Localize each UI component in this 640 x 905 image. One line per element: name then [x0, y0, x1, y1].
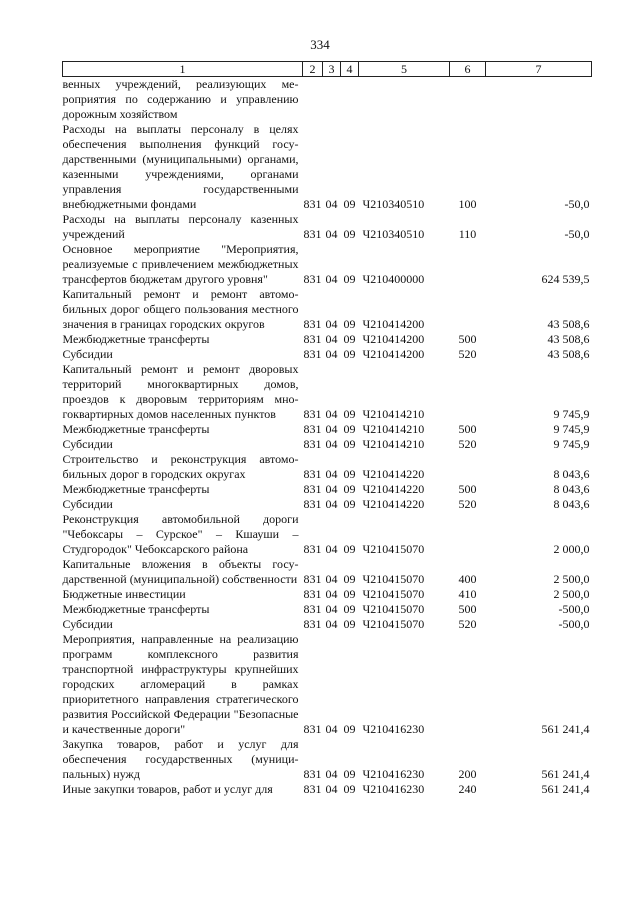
row-expense-type: 520	[458, 617, 477, 631]
row-section: 04	[325, 587, 338, 601]
row-expense-type	[450, 242, 486, 287]
row-description: Капитальные вложения в объекты государственной (муниципальной) собственности	[62, 557, 299, 586]
row-expense-type	[450, 77, 486, 123]
row-amount: -50,0	[564, 227, 590, 241]
row-admin-code: 831	[303, 602, 322, 616]
row-description: Бюджетные инвестиции	[62, 587, 186, 601]
row-expense-type	[450, 362, 486, 422]
row-section: 04	[325, 317, 338, 331]
row-expense-type: 520	[458, 347, 477, 361]
row-admin-code: 831	[303, 572, 322, 586]
row-description: Межбюджетные трансферты	[62, 422, 210, 436]
col-header-7: 7	[486, 62, 592, 77]
page-number: 334	[310, 37, 330, 52]
row-description: Мероприятия, направленные на реализацию программ комплексного развития транспортной инфраструктуры крупнейших городских агломераций в рамках приоритетного направления стратегического развития Российской Федерации "Безопасные и качественные дороги"	[62, 632, 299, 736]
row-admin-code: 831	[303, 782, 322, 796]
row-amount: 2 500,0	[553, 587, 590, 601]
row-amount: -50,0	[564, 197, 590, 211]
row-subsection: 09	[343, 767, 356, 781]
row-description: Строительство и реконструкция автомобильных дорог в городских округах	[62, 452, 299, 481]
row-description: Субсидии	[62, 497, 113, 511]
row-target-article: Ч210415070	[362, 572, 425, 586]
row-amount: 9 745,9	[553, 407, 590, 421]
row-expense-type: 200	[458, 767, 477, 781]
row-target-article	[359, 77, 450, 123]
row-admin-code: 831	[303, 227, 322, 241]
row-description: Субсидии	[62, 437, 113, 451]
row-amount: -500,0	[558, 617, 590, 631]
row-description: Межбюджетные трансферты	[62, 482, 210, 496]
row-description: Расходы на выплаты персоналу казенных учреждений	[62, 212, 299, 241]
table-row	[63, 347, 592, 362]
table-row	[63, 122, 592, 212]
row-target-article: Ч210415070	[362, 542, 425, 556]
row-amount: 9 745,9	[553, 437, 590, 451]
row-target-article: Ч210414220	[362, 497, 425, 511]
row-expense-type: 400	[458, 572, 477, 586]
row-admin-code: 831	[303, 437, 322, 451]
row-amount: 43 508,6	[547, 332, 590, 346]
row-section: 04	[325, 332, 338, 346]
row-admin-code: 831	[303, 587, 322, 601]
row-target-article: Ч210416230	[362, 767, 425, 781]
row-target-article: Ч210414210	[362, 407, 425, 421]
row-target-article: Ч210340510	[362, 227, 425, 241]
row-section: 04	[325, 722, 338, 736]
row-target-article: Ч210400000	[362, 272, 425, 286]
row-subsection: 09	[343, 422, 356, 436]
row-amount: 8 043,6	[553, 482, 590, 496]
row-section: 04	[325, 782, 338, 796]
row-admin-code: 831	[303, 542, 322, 556]
col-header-6: 6	[450, 62, 486, 77]
table-row	[63, 512, 592, 557]
row-target-article: Ч210340510	[362, 197, 425, 211]
row-amount	[486, 77, 592, 123]
row-expense-type: 110	[458, 227, 477, 241]
row-subsection	[341, 77, 359, 123]
row-description: Иные закупки товаров, работ и услуг для	[62, 782, 273, 796]
row-section: 04	[325, 227, 338, 241]
table-row	[63, 77, 592, 123]
row-amount: 561 241,4	[541, 782, 590, 796]
row-target-article: Ч210414200	[362, 347, 425, 361]
row-amount: 2 000,0	[553, 542, 590, 556]
row-subsection: 09	[343, 722, 356, 736]
table-row	[63, 362, 592, 422]
row-section: 04	[325, 407, 338, 421]
row-subsection: 09	[343, 542, 356, 556]
table-row	[63, 422, 592, 437]
row-section: 04	[325, 572, 338, 586]
row-description: Межбюджетные трансферты	[62, 602, 210, 616]
row-section: 04	[325, 767, 338, 781]
row-admin-code: 831	[303, 272, 322, 286]
row-target-article: Ч210415070	[362, 617, 425, 631]
budget-table	[62, 61, 592, 797]
row-section: 04	[325, 617, 338, 631]
row-amount: 561 241,4	[541, 767, 590, 781]
table-row	[63, 497, 592, 512]
table-row	[63, 242, 592, 287]
col-header-5: 5	[359, 62, 450, 77]
row-section: 04	[325, 467, 338, 481]
row-amount: 8 043,6	[553, 497, 590, 511]
row-section: 04	[325, 602, 338, 616]
row-amount: 9 745,9	[553, 422, 590, 436]
row-subsection: 09	[343, 227, 356, 241]
row-target-article: Ч210416230	[362, 782, 425, 796]
row-expense-type: 520	[458, 497, 477, 511]
row-amount: 8 043,6	[553, 467, 590, 481]
row-admin-code: 831	[303, 407, 322, 421]
row-target-article: Ч210414210	[362, 437, 425, 451]
row-admin-code: 831	[303, 332, 322, 346]
row-target-article: Ч210414200	[362, 317, 425, 331]
row-section: 04	[325, 197, 338, 211]
table-row	[63, 482, 592, 497]
row-description: Межбюджетные трансферты	[62, 332, 210, 346]
row-subsection: 09	[343, 272, 356, 286]
table-row	[63, 332, 592, 347]
row-description: венных учреждений, реализующих мероприятия по содержанию и управлению дорожным хозяйством	[62, 77, 299, 121]
row-section: 04	[325, 437, 338, 451]
row-admin-code: 831	[303, 317, 322, 331]
table-row	[63, 587, 592, 602]
row-admin-code: 831	[303, 497, 322, 511]
row-expense-type: 100	[458, 197, 477, 211]
table-row	[63, 602, 592, 617]
row-admin-code: 831	[303, 347, 322, 361]
table-row	[63, 782, 592, 797]
row-admin-code: 831	[303, 767, 322, 781]
row-target-article: Ч210415070	[362, 602, 425, 616]
row-expense-type	[450, 287, 486, 332]
row-amount: 561 241,4	[541, 722, 590, 736]
col-header-3: 3	[323, 62, 341, 77]
row-section: 04	[325, 497, 338, 511]
row-amount: -500,0	[558, 602, 590, 616]
row-admin-code: 831	[303, 482, 322, 496]
row-subsection: 09	[343, 347, 356, 361]
row-amount: 43 508,6	[547, 317, 590, 331]
col-header-1: 1	[63, 62, 303, 77]
row-description: Закупка товаров, работ и услуг для обеспечения государственных (муниципальных) нужд	[62, 737, 299, 781]
row-description: Капитальный ремонт и ремонт дворовых территорий многоквартирных домов, проездов к дворовым территориям многоквартирных домов населенных пунктов	[62, 362, 299, 421]
row-section: 04	[325, 347, 338, 361]
row-expense-type: 500	[458, 482, 477, 496]
row-description: Реконструкция автомобильной дороги "Чебоксары – Сурское" – Кшауши – Студгородок" Чебоксарского района	[62, 512, 299, 556]
table-row	[63, 287, 592, 332]
row-expense-type: 500	[458, 602, 477, 616]
table-row	[63, 212, 592, 242]
row-admin-code: 831	[303, 722, 322, 736]
table-row	[63, 557, 592, 587]
row-subsection: 09	[343, 572, 356, 586]
row-expense-type	[450, 512, 486, 557]
row-target-article: Ч210414200	[362, 332, 425, 346]
row-description: Основное мероприятие "Мероприятия, реализуемые с привлечением межбюджетных трансфертов бюджетам другого уровня"	[62, 242, 299, 286]
col-header-2: 2	[303, 62, 323, 77]
row-section	[323, 77, 341, 123]
row-section: 04	[325, 482, 338, 496]
row-subsection: 09	[343, 332, 356, 346]
row-description: Капитальный ремонт и ремонт автомобильных дорог общего пользования местного значения в границах городских округов	[62, 287, 299, 331]
row-admin-code: 831	[303, 617, 322, 631]
row-subsection: 09	[343, 197, 356, 211]
table-row	[63, 737, 592, 782]
row-subsection: 09	[343, 782, 356, 796]
table-row	[63, 632, 592, 737]
row-target-article: Ч210414220	[362, 482, 425, 496]
row-admin-code: 831	[303, 467, 322, 481]
row-description: Расходы на выплаты персоналу в целях обеспечения выполнения функций государственными (муниципальными) органами, казенными учреждениями, органами управления государственными внебюджетными фондами	[62, 122, 299, 211]
table-row	[63, 617, 592, 632]
row-subsection: 09	[343, 602, 356, 616]
row-admin-code: 831	[303, 422, 322, 436]
row-subsection: 09	[343, 467, 356, 481]
row-subsection: 09	[343, 497, 356, 511]
row-expense-type	[450, 632, 486, 737]
row-section: 04	[325, 422, 338, 436]
row-admin-code: 831	[303, 197, 322, 211]
row-section: 04	[325, 272, 338, 286]
row-expense-type: 500	[458, 332, 477, 346]
row-description: Субсидии	[62, 347, 113, 361]
table-row	[63, 437, 592, 452]
row-amount: 624 539,5	[541, 272, 590, 286]
header-row	[63, 62, 592, 77]
col-header-4: 4	[341, 62, 359, 77]
table-row	[63, 452, 592, 482]
row-subsection: 09	[343, 407, 356, 421]
row-target-article: Ч210415070	[362, 587, 425, 601]
row-expense-type	[450, 452, 486, 482]
row-target-article: Ч210416230	[362, 722, 425, 736]
row-section: 04	[325, 542, 338, 556]
row-subsection: 09	[343, 617, 356, 631]
row-amount: 2 500,0	[553, 572, 590, 586]
row-subsection: 09	[343, 437, 356, 451]
row-description: Субсидии	[62, 617, 113, 631]
row-expense-type: 520	[458, 437, 477, 451]
row-amount: 43 508,6	[547, 347, 590, 361]
row-admin-code	[303, 77, 323, 123]
row-subsection: 09	[343, 482, 356, 496]
row-expense-type: 500	[458, 422, 477, 436]
row-expense-type: 410	[458, 587, 477, 601]
row-target-article: Ч210414220	[362, 467, 425, 481]
row-subsection: 09	[343, 317, 356, 331]
row-subsection: 09	[343, 587, 356, 601]
row-expense-type: 240	[458, 782, 477, 796]
row-target-article: Ч210414210	[362, 422, 425, 436]
